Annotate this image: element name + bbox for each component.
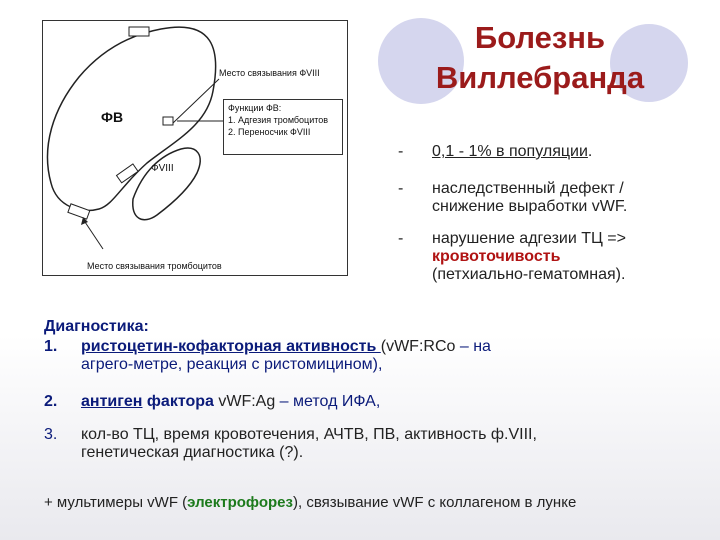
functions-box <box>223 99 343 155</box>
vwf-diagram <box>42 20 348 276</box>
fact-adhesion-text: нарушение адгезии ТЦ => <box>432 230 626 247</box>
item-3-line-1: кол-во ТЦ, время кровотечения, АЧТВ, ПВ, активность ф.VIII, <box>81 426 537 443</box>
title-line-1: Болезнь <box>474 20 606 55</box>
fact-defect-line-1: наследственный дефект / <box>432 180 624 197</box>
antigen-ifa: ИФА, <box>337 393 381 410</box>
fviii-molecule-outline <box>133 148 200 220</box>
fact-dash: - <box>398 230 404 247</box>
footer-electrophoresis: электрофорез <box>187 494 293 511</box>
antigen-highlight: антиген <box>81 393 143 410</box>
title-line-2: Виллебранда <box>435 60 645 95</box>
pointer-fviii-site <box>173 79 219 123</box>
fact-bleeding-type: (петхиально-гематомная). <box>432 266 626 283</box>
diagnostics-heading: Диагностика: <box>44 318 149 335</box>
platelet-binding-block <box>68 204 90 219</box>
footer-prefix: + мультимеры vWF ( <box>44 494 188 511</box>
antigen-method: – метод <box>275 393 338 410</box>
ristocetin-code: (vWF:RCo <box>380 338 456 355</box>
label-fviii-binding-site: Место связывания ФVIII <box>219 68 320 78</box>
functions-item-1: 1. Адгезия тромбоцитов <box>228 115 329 125</box>
antigen-code: vWF:Ag <box>213 393 276 410</box>
fact-bleeding-highlight: кровоточивость <box>432 248 561 265</box>
ristocetin-line-2: агрего-метре, реакция с ристомицином), <box>81 356 383 373</box>
item-3-line-2: генетическая диагностика (?). <box>81 444 304 461</box>
label-fv: ФВ <box>101 109 124 125</box>
fact-prevalence-text: 0,1 - 1% в популяции <box>432 143 588 160</box>
label-platelet-binding-site: Место связывания тромбоцитов <box>87 261 222 271</box>
pointer-platelet-site <box>83 219 103 249</box>
functions-title: Функции ФВ: <box>228 103 282 113</box>
functions-item-2: 2. Переносчик ФVIII <box>228 127 311 137</box>
footer-note <box>44 494 576 511</box>
fact-dash: - <box>398 143 404 160</box>
fact-defect-line-2: снижение выработки vWF. <box>432 198 628 215</box>
footer-suffix: ), связывание vWF с коллагеном в лунке <box>292 494 577 511</box>
item-number: 1. <box>44 338 58 355</box>
ristocetin-cofactor-highlight: ристоцетин-кофакторная активность <box>81 338 381 355</box>
slide-title <box>400 18 680 98</box>
label-fviii: ФVIII <box>151 163 174 174</box>
item-number: 2. <box>44 393 58 410</box>
item-number: 3. <box>44 426 58 443</box>
top-binding-block <box>129 27 149 36</box>
factor-highlight: фактора <box>142 393 214 410</box>
ristocetin-dash: – на <box>455 338 491 355</box>
center-binding-block <box>163 117 173 125</box>
fact-prevalence-period: . <box>587 143 593 160</box>
fviii-binding-block <box>117 164 139 183</box>
fact-dash: - <box>398 180 404 197</box>
